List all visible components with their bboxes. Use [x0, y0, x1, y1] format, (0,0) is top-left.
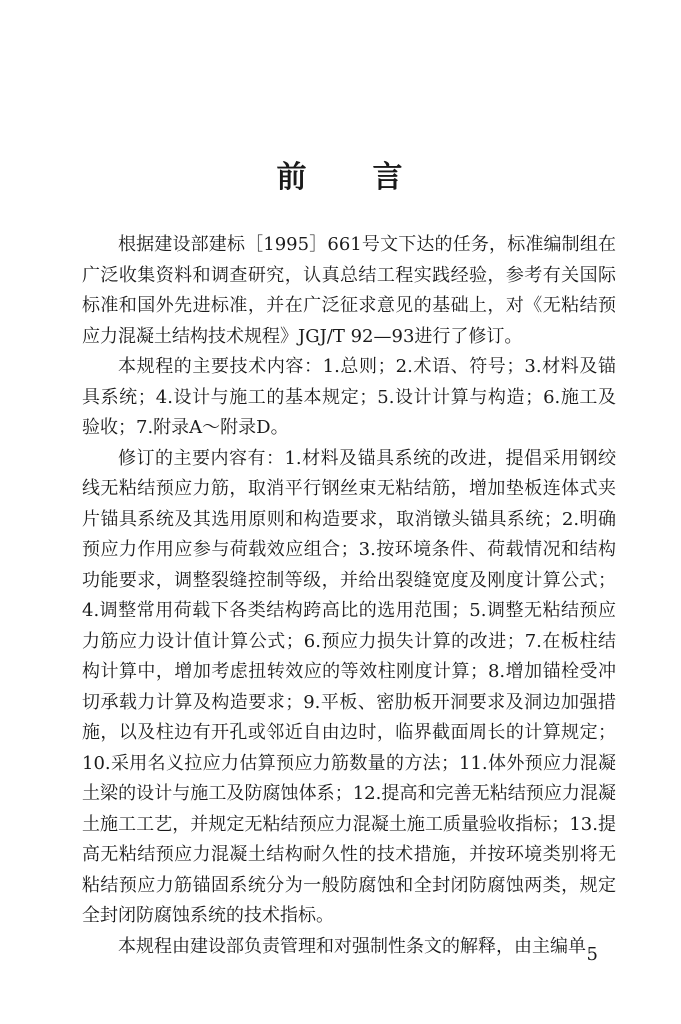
page-number: 5 — [586, 944, 598, 965]
body-text — [82, 230, 616, 962]
paragraph-management: 本规程由建设部负责管理和对强制性条文的解释，由主编单 — [118, 935, 586, 957]
paragraph-main-content: 本规程的主要技术内容：1.总则；2.术语、符号；3.材料及锚具系统；4.设计与施工的基本规定；5.设计计算与构造；6.施工及验收；7.附录A～附录D。 — [82, 356, 616, 438]
page-title: 前 言 — [276, 160, 405, 195]
paragraph-revision-items: 修订的主要内容有：1.材料及锚具系统的改进，提倡采用钢绞线无粘结预应力筋，取消平行钢丝束无粘结筋，增加垫板连体式夹片锚具系统及其选用原则和构造要求，取消镦头锚具系统；2.明确预应力作用应参与荷载效应组合；3.按环境条件、荷载情况和结构功能要求，调整裂缝控制等级，并给出裂缝宽度及刚度计算公式；4.调整常用荷载下各类结构跨高比的选用范围；5.调整无粘结预应力筋应力设计值计算公式；6.预应力损失计算的改进；7.在板柱结构计算中，增加考虑扭转效应的等效柱刚度计算；8.增加锚栓受冲切承载力计算及构造要求；9.平板、密肋板开洞要求及洞边加强措施，以及柱边有开孔或邻近自由边时，临界截面周长的计算规定；10.采用名义拉应力估算预应力筋数量的方法；11.体外预应力混凝土梁的设计与施工及防腐蚀体系；12.提高和完善无粘结预应力混凝土施工工艺，并规定无粘结预应力混凝土施工质量验收指标；13.提高无粘结预应力混凝土结构耐久性的技术措施，并按环境类别将无粘结预应力筋锚固系统分为一般防腐蚀和全封闭防腐蚀两类，规定全封闭防腐蚀系统的技术指标。 — [82, 447, 616, 926]
paragraph-revision-basis: 根据建设部建标［1995］661号文下达的任务，标准编制组在广泛收集资料和调查研究，认真总结工程实践经验，参考有关国际标准和国外先进标准，并在广泛征求意见的基础上，对《无粘结预应力混凝土结构技术规程》JGJ/T 92—93进行了修订。 — [82, 234, 616, 347]
